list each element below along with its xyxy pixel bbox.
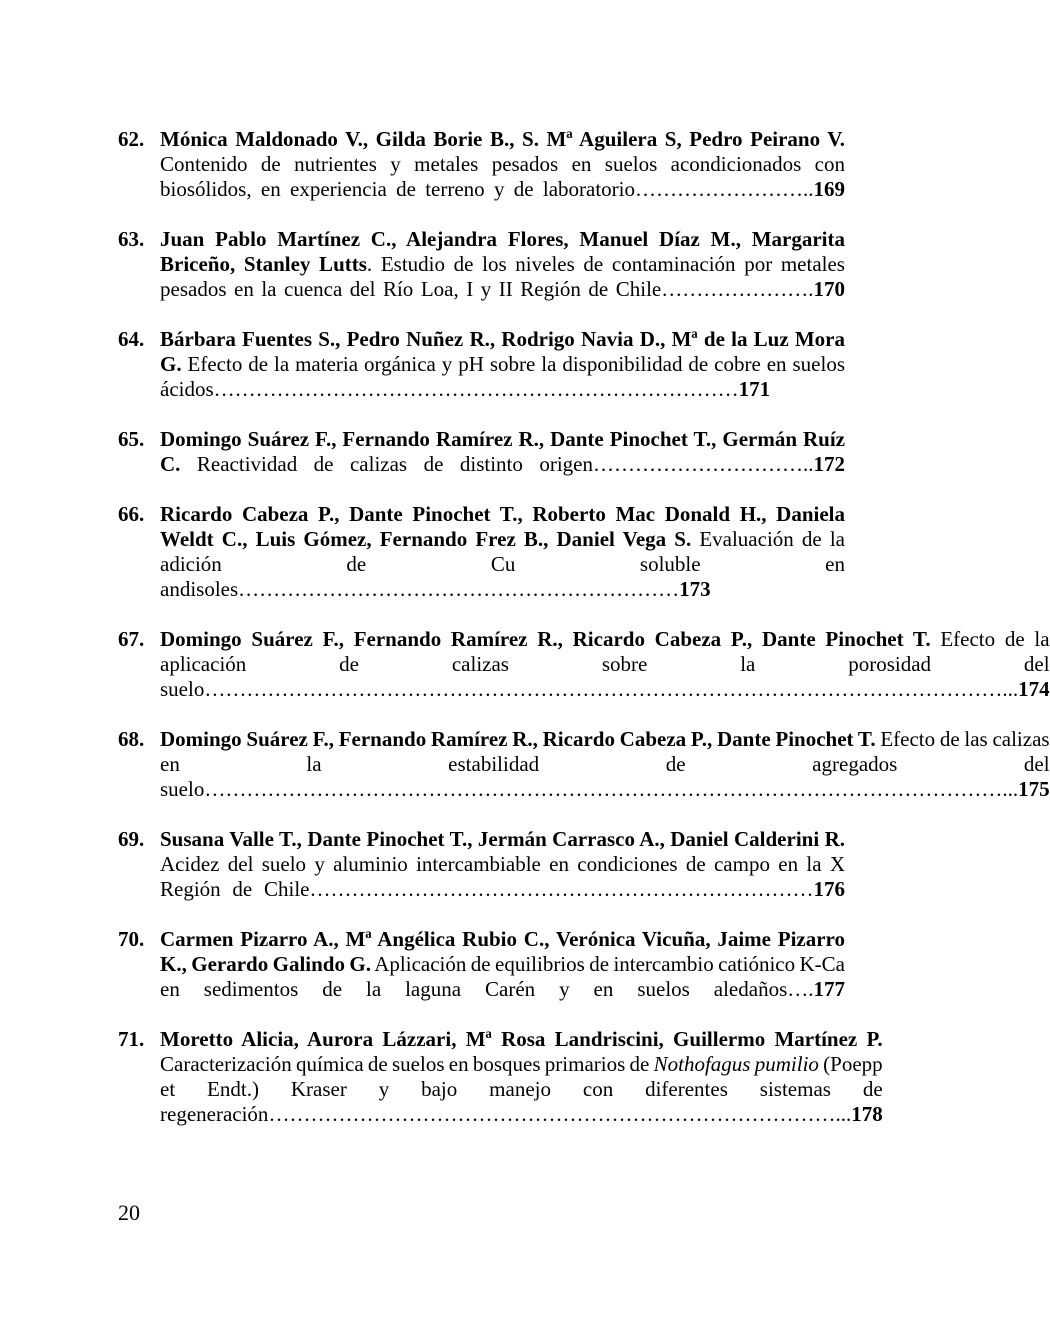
- entry-authors: Bárbara Fuentes S., Pedro Nuñez R., Rodrigo Navia D., Mª de la Luz Mora G.: [160, 327, 845, 376]
- entry-page-ref: 174: [1018, 677, 1050, 701]
- toc-list: [118, 127, 1050, 1127]
- entry-authors: Moretto Alicia, Aurora Lázzari, Mª Rosa Landriscini, Guillermo Martínez P.: [160, 1027, 883, 1051]
- entry-authors: Domingo Suárez F., Fernando Ramírez R., Dante Pinochet T., Germán Ruíz C.: [160, 427, 845, 476]
- entry-text: [160, 1027, 883, 1127]
- toc-entry: [118, 327, 845, 402]
- entry-page-ref: 178: [851, 1102, 883, 1126]
- toc-entry: [118, 127, 845, 202]
- dot-leader: ……………………..: [635, 177, 814, 201]
- toc-entry: [118, 227, 845, 302]
- entry-text: [160, 502, 845, 602]
- entry-text: [160, 827, 845, 902]
- entry-number: 67.: [118, 627, 145, 651]
- entry-authors: Mónica Maldonado V., Gilda Borie B., S. Mª Aguilera S, Pedro Peirano V.: [160, 127, 845, 151]
- entry-number: 65.: [118, 427, 145, 451]
- entry-page-ref: 176: [813, 877, 845, 901]
- dot-leader: ……………………………………………………………………………………………………...: [204, 777, 1019, 801]
- entry-title: Efecto de las calizas en la estabilidad de agregados del suelo: [160, 727, 1050, 801]
- entry-page-ref: 175: [1018, 777, 1050, 801]
- entry-title: Aplicación de equilibrios de intercambio catiónico K-Ca en sedimentos de la laguna Carén y en suelos aledaños: [160, 952, 846, 1001]
- toc-entry: [118, 727, 1050, 802]
- dot-leader: ………………………………………………………………………...: [268, 1102, 852, 1126]
- toc-entry: [118, 1027, 883, 1127]
- dot-leader: …………………………………………………………………: [213, 377, 739, 401]
- entry-page-ref: 169: [813, 177, 845, 201]
- entry-authors: Susana Valle T., Dante Pinochet T., Jermán Carrasco A., Daniel Calderini R.: [160, 827, 845, 851]
- entry-page-ref: 170: [813, 277, 845, 301]
- toc-entry: [118, 927, 845, 1002]
- entry-title: . Estudio de los niveles de contaminación por metales pesados en la cuenca del Río Loa, I y II Región de Chile: [160, 252, 845, 301]
- entry-number: 69.: [118, 827, 145, 851]
- entry-title: Efecto de la materia orgánica y pH sobre la disponibilidad de cobre en suelos ácidos: [160, 352, 845, 401]
- dot-leader: ………………………………………………………………: [309, 877, 814, 901]
- entry-title: Evaluación de la adición de Cu soluble en andisoles: [160, 527, 845, 601]
- entry-number: 62.: [118, 127, 145, 151]
- entry-text: [160, 227, 845, 302]
- dot-leader: ….: [787, 977, 814, 1001]
- entry-text: [160, 727, 1050, 802]
- entry-text: [160, 427, 845, 477]
- toc-entry: [118, 502, 845, 602]
- entry-title: Reactividad de calizas de distinto origen: [180, 452, 593, 476]
- page-number-footer: 20: [118, 1200, 140, 1225]
- entry-title-italic: Nothofagus pumilio: [653, 1052, 819, 1076]
- toc-entry: [118, 627, 1050, 702]
- entry-number: 66.: [118, 502, 145, 526]
- entry-page-ref: 171: [738, 377, 771, 401]
- entry-page-ref: 172: [813, 452, 845, 476]
- entry-text: [160, 627, 1050, 702]
- entry-title: Acidez del suelo y aluminio intercambiable en condiciones de campo en la X Región de Chile: [160, 852, 845, 901]
- entry-number: 63.: [118, 227, 145, 251]
- entry-title-rest: (Poepp et Endt.) Kraser y bajo manejo con diferentes sistemas de regeneración: [160, 1052, 883, 1126]
- entry-text: [160, 127, 845, 202]
- entry-page-ref: 173: [679, 577, 711, 601]
- dot-leader: …………………………..: [593, 452, 814, 476]
- dot-leader: ……………………………………………………………………………………………………...: [204, 677, 1019, 701]
- entry-authors: Ricardo Cabeza P., Dante Pinochet T., Roberto Mac Donald H., Daniela Weldt C., Luis Gómez, Fernando Frez B., Daniel Vega S.: [160, 502, 845, 551]
- entry-page-ref: 177: [813, 977, 845, 1001]
- entry-title: Caracterización química de suelos en bosques primarios de: [160, 1052, 654, 1076]
- toc-entry: [118, 427, 845, 477]
- entry-authors: Domingo Suárez F., Fernando Ramírez R., Ricardo Cabeza P., Dante Pinochet T.: [160, 727, 876, 751]
- entry-text: [160, 327, 845, 402]
- entry-number: 70.: [118, 927, 145, 951]
- entry-title: Contenido de nutrientes y metales pesados en suelos acondicionados con biosólidos, en experiencia de terreno y de laboratorio: [160, 152, 845, 201]
- entry-number: 68.: [118, 727, 145, 751]
- dot-leader: ………………….: [661, 277, 814, 301]
- toc-entry: [118, 827, 845, 902]
- entry-title: Efecto de la aplicación de calizas sobre la porosidad del suelo: [160, 627, 1050, 701]
- entry-number: 71.: [118, 1027, 145, 1051]
- entry-number: 64.: [118, 327, 145, 351]
- entry-text: [160, 927, 845, 1002]
- entry-authors: Carmen Pizarro A., Mª Angélica Rubio C., Verónica Vicuña, Jaime Pizarro K., Gerardo Galindo G.: [160, 927, 845, 976]
- dot-leader: ………………………………………………………: [238, 577, 680, 601]
- entry-authors: Domingo Suárez F., Fernando Ramírez R., Ricardo Cabeza P., Dante Pinochet T.: [160, 627, 931, 651]
- entry-authors: Juan Pablo Martínez C., Alejandra Flores, Manuel Díaz M., Margarita Briceño, Stanley Lutts: [160, 227, 845, 276]
